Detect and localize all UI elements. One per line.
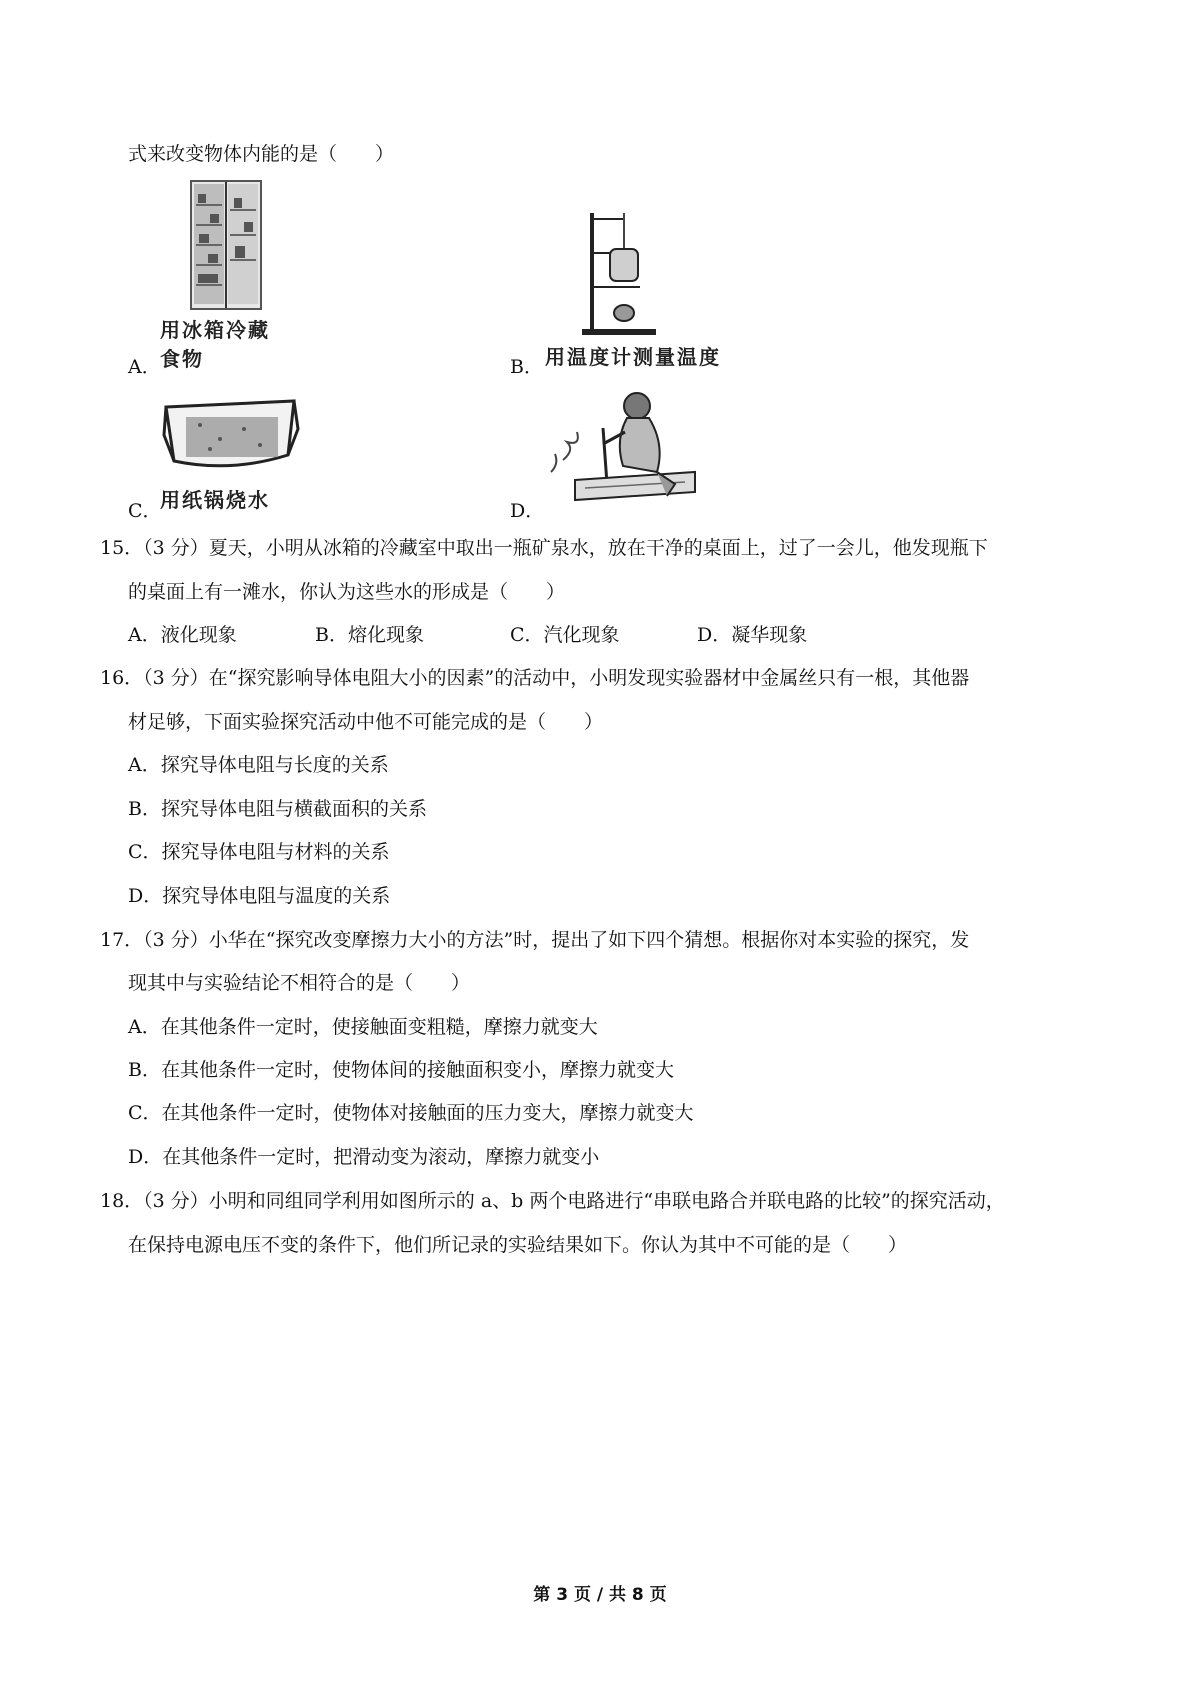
option-c-caption: 用纸锅烧水 xyxy=(160,488,270,512)
q17-option-d: D．在其他条件一定时，把滑动变为滚动，摩擦力就变小 xyxy=(128,1146,600,1168)
q16-option-b: B．探究导体电阻与横截面积的关系 xyxy=(128,798,427,820)
drilling-wood-fire-figure xyxy=(545,388,700,506)
q15-option-c: C．汽化现象 xyxy=(510,624,620,646)
q17-option-c: C．在其他条件一定时，使物体对接触面的压力变大，摩擦力就变大 xyxy=(128,1102,694,1124)
q15-line1: 15．（3 分）夏天，小明从冰箱的冷藏室中取出一瓶矿泉水，放在干净的桌面上，过了一会儿，他发现瓶下 xyxy=(100,537,988,559)
paper-pot-figure xyxy=(160,395,300,475)
page-number-footer: 第 3 页 / 共 8 页 xyxy=(533,1585,667,1605)
q16-line2: 材足够，下面实验探究活动中他不可能完成的是（ ） xyxy=(128,711,604,733)
option-a-caption-line1: 用冰箱冷藏 xyxy=(160,318,270,342)
q17-option-b: B．在其他条件一定时，使物体间的接触面积变小，摩擦力就变大 xyxy=(128,1059,674,1081)
option-c-letter: C． xyxy=(128,500,162,522)
q18-line2: 在保持电源电压不变的条件下，他们所记录的实验结果如下。你认为其中不可能的是（ ） xyxy=(128,1234,908,1256)
q18-line1: 18．（3 分）小明和同组同学利用如图所示的 a、b 两个电路进行“串联电路合并联电路的比较”的探究活动， xyxy=(100,1190,1005,1212)
q16-option-a: A．探究导体电阻与长度的关系 xyxy=(128,754,389,776)
q14-stem-tail: 式来改变物体内能的是（ ） xyxy=(128,143,395,165)
q16-option-c: C．探究导体电阻与材料的关系 xyxy=(128,841,390,863)
q15-option-d: D．凝华现象 xyxy=(697,624,808,646)
q16-option-d: D．探究导体电阻与温度的关系 xyxy=(128,885,391,907)
q15-option-b: B．熔化现象 xyxy=(315,624,424,646)
option-b-letter: B． xyxy=(510,356,543,378)
option-a-letter: A． xyxy=(128,356,161,378)
option-b-caption: 用温度计测量温度 xyxy=(545,345,721,369)
refrigerator-figure xyxy=(190,180,262,310)
q15-option-a: A．液化现象 xyxy=(128,624,237,646)
q17-line2: 现其中与实验结论不相符合的是（ ） xyxy=(128,972,471,994)
thermometer-stand-figure xyxy=(580,213,660,335)
option-d-letter: D． xyxy=(510,500,545,522)
q17-option-a: A．在其他条件一定时，使接触面变粗糙，摩擦力就变大 xyxy=(128,1016,598,1038)
q17-line1: 17．（3 分）小华在“探究改变摩擦力大小的方法”时，提出了如下四个猜想。根据你对本实验的探究，发 xyxy=(100,929,970,951)
option-a-caption-line2: 食物 xyxy=(160,347,204,371)
q16-line1: 16．（3 分）在“探究影响导体电阻大小的因素”的活动中，小明发现实验器材中金属丝只有一根，其他器 xyxy=(100,667,970,689)
q15-line2: 的桌面上有一滩水，你认为这些水的形成是（ ） xyxy=(128,581,566,603)
